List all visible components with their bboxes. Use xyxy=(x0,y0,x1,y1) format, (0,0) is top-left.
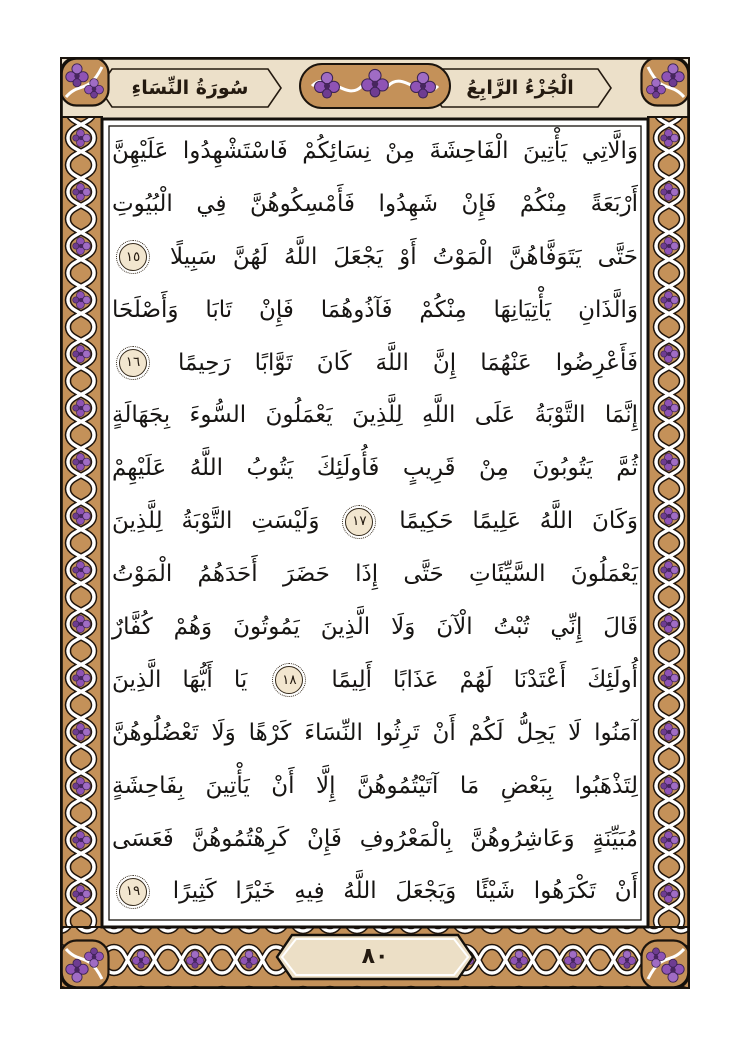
verse-number-badge: ١٨ xyxy=(275,666,303,694)
ayah-text: يَا أَيُّهَا الَّذِينَ xyxy=(112,666,248,693)
border-right-band xyxy=(648,117,689,929)
ayah-text: آمَنُوا لَا يَحِلُّ لَكُمْ أَنْ تَرِثُوا النِّسَاءَ كَرْهًا وَلَا تَعْضُلُوهُنَّ xyxy=(112,719,638,746)
verse-number-badge: ١٦ xyxy=(119,349,147,377)
juz-label: الْجُزْءُ الرَّابِعُ xyxy=(466,77,574,99)
ayah-text: وَكَانَ اللَّهُ عَلِيمًا حَكِيمًا xyxy=(399,508,638,535)
ayah-text: أَرْبَعَةً مِنْكُمْ فَإِنْ شَهِدُوا فَأَمْسِكُوهُنَّ فِي الْبُيُوتِ xyxy=(112,190,638,217)
corner-ornament-icon xyxy=(642,58,690,106)
corner-ornament-icon xyxy=(61,941,109,989)
quran-line xyxy=(112,495,638,548)
ayah-text: لِتَذْهَبُوا بِبَعْضِ مَا آتَيْتُمُوهُنَّ إِلَّا أَنْ يَأْتِينَ بِفَاحِشَةٍ xyxy=(112,772,638,799)
ayah-text: مُبَيِّنَةٍ وَعَاشِرُوهُنَّ بِالْمَعْرُوفِ فَإِنْ كَرِهْتُمُوهُنَّ فَعَسَى xyxy=(112,825,638,852)
ayah-text: أُولَئِكَ أَعْتَدْنَا لَهُمْ عَذَابًا أَلِيمًا xyxy=(331,666,639,693)
quran-line xyxy=(112,125,638,178)
surah-label: سُورَةُ النِّسَاءِ xyxy=(131,77,249,99)
quran-text-block xyxy=(112,125,638,919)
quran-line xyxy=(112,760,638,813)
page-number: ٨٠ xyxy=(361,944,389,969)
ayah-text: أَنْ تَكْرَهُوا شَيْئًا وَيَجْعَلَ اللَّهُ فِيهِ خَيْرًا كَثِيرًا xyxy=(172,878,638,905)
ayah-text: حَتَّى يَتَوَفَّاهُنَّ الْمَوْتُ أَوْ يَجْعَلَ اللَّهُ لَهُنَّ سَبِيلًا xyxy=(170,243,638,270)
ayah-text: إِنَّمَا التَّوْبَةُ عَلَى اللَّهِ لِلَّذِينَ يَعْمَلُونَ السُّوءَ بِجَهَالَةٍ xyxy=(112,402,638,429)
quran-line xyxy=(112,389,638,442)
quran-line xyxy=(112,231,638,284)
ayah-text: وَالَّذَانِ يَأْتِيَانِهَا مِنْكُمْ فَآذُوهُمَا فَإِنْ تَابَا وَأَصْلَحَا xyxy=(112,296,638,323)
quran-line xyxy=(112,284,638,337)
verse-number-badge: ١٥ xyxy=(119,243,147,271)
header-ornament-icon xyxy=(300,64,450,108)
quran-line xyxy=(112,178,638,231)
verse-number-badge: ١٧ xyxy=(345,508,373,536)
corner-ornament-icon xyxy=(642,941,690,989)
quran-line xyxy=(112,442,638,495)
quran-line xyxy=(112,337,638,390)
quran-line xyxy=(112,654,638,707)
quran-line xyxy=(112,601,638,654)
ayah-text: فَأَعْرِضُوا عَنْهُمَا إِنَّ اللَّهَ كَانَ تَوَّابًا رَحِيمًا xyxy=(178,349,639,376)
border-left-band xyxy=(61,117,102,929)
ayah-text: ثُمَّ يَتُوبُونَ مِنْ قَرِيبٍ فَأُولَئِكَ يَتُوبُ اللَّهُ عَلَيْهِمْ xyxy=(112,455,638,482)
quran-line xyxy=(112,548,638,601)
quran-line xyxy=(112,813,638,866)
quran-line xyxy=(112,707,638,760)
verse-number-badge: ١٩ xyxy=(119,878,147,906)
quran-line xyxy=(112,865,638,918)
ayah-text: يَعْمَلُونَ السَّيِّئَاتِ حَتَّى إِذَا حَضَرَ أَحَدَهُمُ الْمَوْتُ xyxy=(112,561,638,588)
ayah-text: وَلَيْسَتِ التَّوْبَةُ لِلَّذِينَ xyxy=(112,508,320,535)
ayah-text: قَالَ إِنِّي تُبْتُ الْآنَ وَلَا الَّذِينَ يَمُوتُونَ وَهُمْ كُفَّارٌ xyxy=(112,614,638,641)
ayah-text: وَالَّاتِي يَأْتِينَ الْفَاحِشَةَ مِنْ نِسَائِكُمْ فَاسْتَشْهِدُوا عَلَيْهِنَّ xyxy=(112,138,638,164)
